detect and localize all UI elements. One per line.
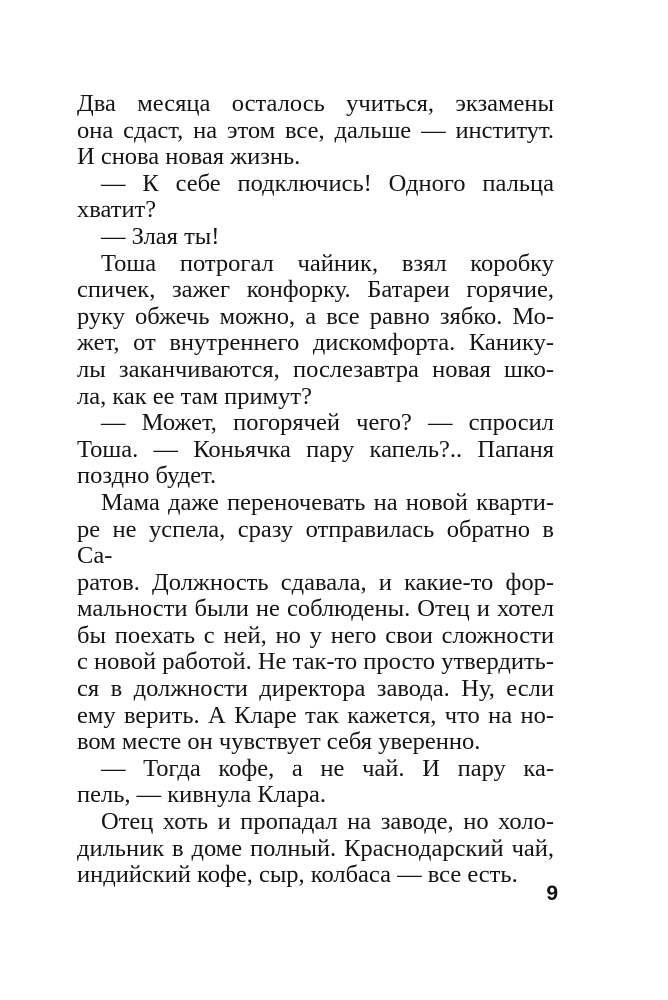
text-line: она сдаст, на этом все, дальше — институт. xyxy=(77,116,554,144)
text-line: бы поехать с ней, но у него свои сложности xyxy=(77,621,554,649)
text-line: дильник в доме полный. Краснодарский чай, xyxy=(77,834,554,862)
body-text xyxy=(77,91,554,889)
text-line: ему верить. А Кларе так кажется, что на но- xyxy=(77,701,554,729)
text-line: Тоша потрогал чайник, взял коробку xyxy=(101,249,554,277)
text-line: спичек, зажег конфорку. Батареи горячие, xyxy=(77,276,554,304)
text-line: — Злая ты! xyxy=(101,222,220,250)
text-line: Мама даже переночевать на новой кварти- xyxy=(101,488,554,516)
text-line: Отец хоть и пропадал на заводе, но холо- xyxy=(101,808,554,836)
text-line: жет, от внутреннего дискомфорта. Канику- xyxy=(77,329,554,357)
text-line: ратов. Должность сдавала, и какие-то фор- xyxy=(77,568,554,596)
text-line: с новой работой. Не так-то просто утвердить- xyxy=(77,648,554,676)
text-line: индийский кофе, сыр, колбаса — все есть. xyxy=(77,861,518,889)
text-line: — Может, погорячей чего? — спросил xyxy=(101,409,554,437)
text-line: мальности были не соблюдены. Отец и хотел xyxy=(77,595,554,623)
text-line: И снова новая жизнь. xyxy=(77,143,301,171)
text-line: ре не успела, сразу отправилась обратно в Са- xyxy=(77,515,554,570)
text-line: ла, как ее там примут? xyxy=(77,382,312,410)
page-number: 9 xyxy=(546,882,558,905)
text-line: поздно будет. xyxy=(77,462,217,490)
text-line: — Тогда кофе, а не чай. И пару ка- xyxy=(101,754,554,782)
text-line: — К себе подключись! Одного пальца xyxy=(101,169,554,197)
text-line: пель, — кивнула Клара. xyxy=(77,781,327,809)
text-line: Два месяца осталось учиться, экзамены xyxy=(77,90,554,117)
text-line: лы заканчиваются, послезавтра новая шко- xyxy=(77,355,554,383)
text-line: хватит? xyxy=(77,196,157,224)
text-line: ся в должности директора завода. Ну, если xyxy=(77,675,554,703)
text-line: вом месте он чувствует себя уверенно. xyxy=(77,728,481,756)
text-line: Тоша. — Коньячка пару капель?.. Папаня xyxy=(77,435,554,463)
text-line: руку обжечь можно, а все равно зябко. Мо- xyxy=(77,302,554,330)
